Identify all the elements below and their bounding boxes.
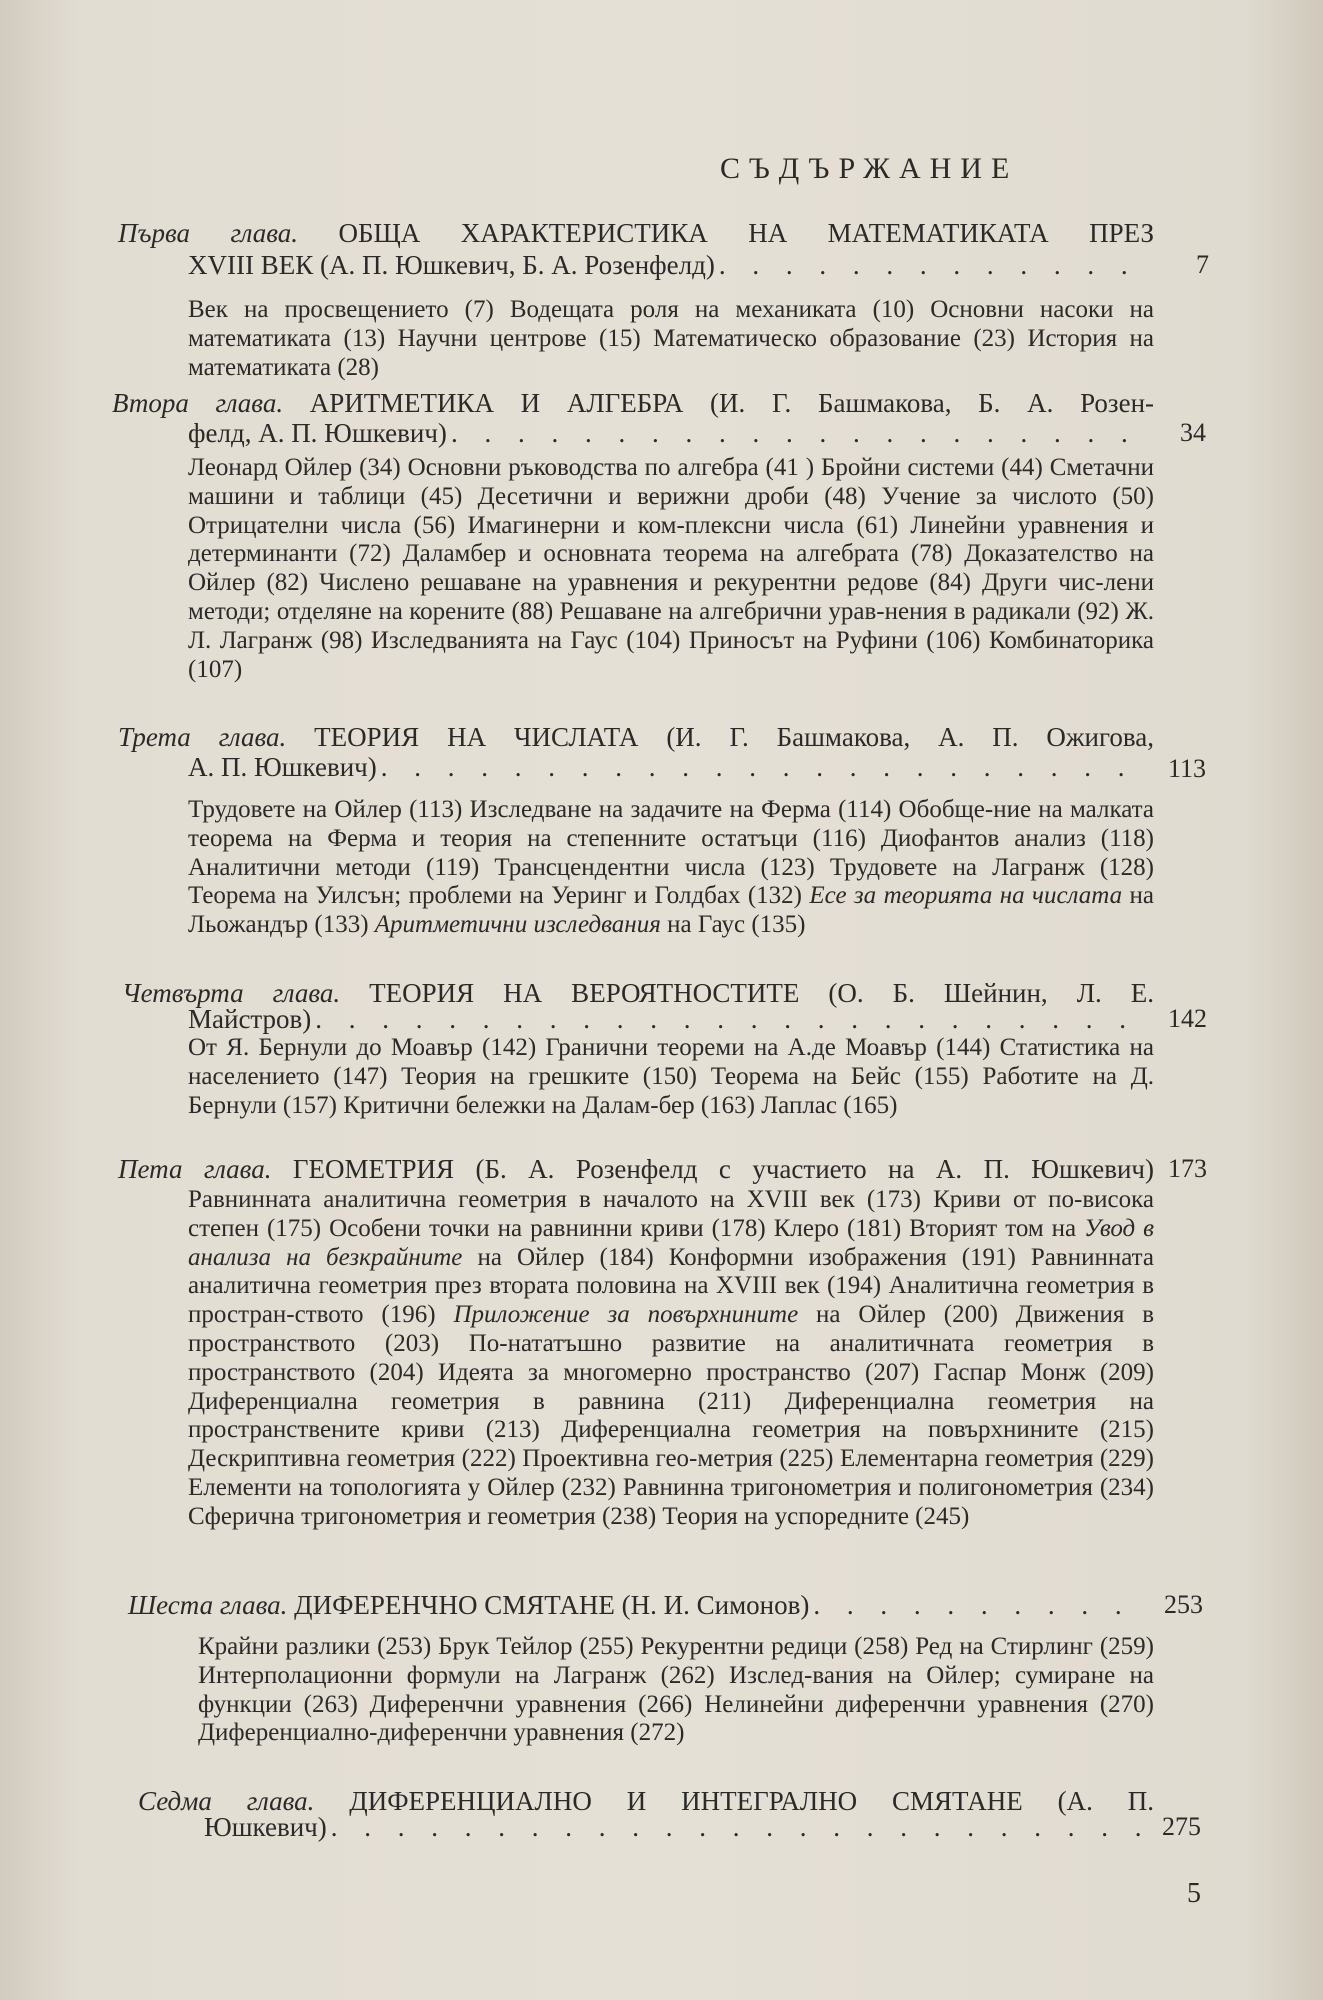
sections-text: на Ойлер (200) Движения в пространството (203) По-нататъшно развитие на аналитичната геометрия в пространството (204) Идеята за многомерно пространство (207) Гаспар Монж (209) Диференциална геометрия в равнина (211) Диференциална геометрия на пространствените криви (213) Диференциална геометрия на повърхнините (215) Дескриптивна геометрия (222) Проективна гео-метрия (225) Елементарна геометрия (229) Елементи на топологията у Ойлер (232) Равнинна тригонометрия и полигонометрия (234) Сферична тригонометрия и геометрия (238) Теория на успоредните (245) xyxy=(188,1301,1155,1530)
chapter-title-line xyxy=(118,1154,1154,1184)
leader-dots xyxy=(315,1004,1150,1034)
chapter-title-line xyxy=(112,388,1154,418)
chapter-title-line xyxy=(118,722,1154,752)
chapter-title-cont: Майстров) xyxy=(188,1004,312,1034)
chapter-label: Първа глава. xyxy=(118,218,299,248)
chapter-title-wrap xyxy=(128,1590,809,1620)
book-title: Аритметични изследвания xyxy=(374,911,661,939)
leader-dots xyxy=(813,1590,1150,1620)
page-number: 173 xyxy=(1168,1154,1207,1183)
chapter-label: Шеста глава. xyxy=(128,1590,288,1620)
leader-dots xyxy=(719,250,1150,280)
chapter-title-cont: XVIII ВЕК (А. П. Юшкевич, Б. А. Розенфелд) xyxy=(188,250,715,280)
chapter-title-line-2 xyxy=(188,250,1154,280)
leader-dots xyxy=(331,1812,1150,1842)
page-number: 34 xyxy=(1180,418,1206,447)
folio-page-number: 5 xyxy=(1187,1878,1201,1909)
chapter-sections: Век на просвещението (7) Водещата роля на механиката (10) Основни насоки на математиката (13) Научни центрове (15) Математическо образование (23) История на математиката (28) xyxy=(188,296,1154,381)
sections-text: на Льожандър (133) xyxy=(188,882,1155,939)
book-title: Увод в анализа на безкрайните xyxy=(188,1214,1155,1271)
chapter-title-line-2 xyxy=(188,418,1154,448)
book-title: Приложение за повърхнините xyxy=(453,1301,799,1329)
sections-text: на Гаус (135) xyxy=(667,911,806,939)
page-number: 275 xyxy=(1162,1812,1201,1841)
leader-dots xyxy=(381,752,1150,782)
chapter-label: Трета глава. xyxy=(118,722,287,752)
leader-dots xyxy=(451,418,1150,448)
chapter-title-line-2 xyxy=(188,1004,1154,1034)
chapter-title-cont: А. П. Юшкевич) xyxy=(188,752,377,782)
chapter-title-cont: Юшкевич) xyxy=(204,1812,327,1842)
page-number: 7 xyxy=(1196,250,1209,279)
chapter-title: ДИФЕРЕНЧНО СМЯТАНЕ (Н. И. Симонов) xyxy=(294,1590,810,1620)
chapter-title-line-2 xyxy=(204,1812,1154,1842)
page-number: 253 xyxy=(1164,1590,1203,1619)
book-title: Есе за теорията на числата xyxy=(809,882,1123,910)
chapter-title-line xyxy=(128,1590,1154,1620)
page-number: 142 xyxy=(1168,1004,1207,1033)
chapter-title-line xyxy=(118,218,1154,248)
chapter-sections: Крайни разлики (253) Брук Тейлор (255) Рекурентни редици (258) Ред на Стирлинг (259) Интерполационни формули на Лагранж (262) Изслед-вания на Ойлер; сумиране на функции (263) Диференчни уравнения (266) Нелинейни диференчни уравнения (270) Диференциално-диференчни уравнения (272) xyxy=(198,1633,1154,1747)
chapter-label: Четвърта глава. xyxy=(122,978,341,1008)
chapter-sections: Леонард Ойлер (34) Основни ръководства по алгебра (41 ) Бройни системи (44) Сметачни машини и таблици (45) Десетични и верижни дроби (48) Учение за числото (50) Отрицателни числа (56) Имагинерни и ком-плексни числа (61) Линейни уравнения и детерминанти (72) Даламбер и основната теорема на алгебрата (78) Доказателство на Ойлер (82) Числено решаване на уравнения и рекурентни редове (84) Други чис-лени методи; отделяне на корените (88) Решаване на алгебрични урав-нения в радикали (92) Ж. Л. Лагранж (98) Изследванията на Гаус (104) Приносът на Руфини (106) Комбинаторика (107) xyxy=(188,454,1154,683)
sections-text: Равнинната аналитична геометрия в началото на XVIII век (173) Криви от по-висока степен (175) Особени точки на равнинни криви (178) Клеро (181) Вторият том на xyxy=(188,1186,1154,1242)
chapter-title-line-2 xyxy=(188,752,1154,782)
chapter-title: ДИФЕРЕНЦИАЛНО И ИНТЕГРАЛНО СМЯТАНЕ (А. П. xyxy=(349,1786,1155,1816)
chapter-sections: От Я. Бернули до Моавър (142) Гранични теореми на А.де Моавър (144) Статистика на населението (147) Теория на грешките (150) Теорема на Бейс (155) Работите на Д. Бернули (157) Критични бележки на Далам-бер (163) Лаплас (165) xyxy=(188,1034,1154,1119)
chapter-label: Пета глава. xyxy=(118,1154,272,1184)
chapter-sections xyxy=(188,1186,1154,1532)
chapter-title: ТЕОРИЯ НА ЧИСЛАТА (И. Г. Башмакова, А. П. Ожигова, xyxy=(314,722,1154,752)
sections-text: на Ойлер (184) Конформни изображения (191) Равнинната аналитична геометрия през втората половина на XVIII век (194) Аналитична геометрия в простран-ството (196) xyxy=(188,1243,1154,1329)
page-number: 113 xyxy=(1168,754,1207,783)
chapter-title-cont: фелд, А. П. Юшкевич) xyxy=(188,418,447,448)
contents-heading: СЪДЪРЖАНИЕ xyxy=(720,152,1019,185)
chapter-title: ОБЩА ХАРАКТЕРИСТИКА НА МАТЕМАТИКАТА ПРЕЗ xyxy=(338,218,1154,248)
chapter-label: Втора глава. xyxy=(112,388,284,418)
chapter-sections xyxy=(188,796,1154,940)
sections-text: Трудовете на Ойлер (113) Изследване на задачите на Ферма (114) Обобще-ние на малката теорема на Ферма и теория на степенните остатъци (116) Диофантов анализ (118) Аналитични методи (119) Трансцендентни числа (123) Трудовете на Лагранж (128) Теорема на Уилсън; проблеми на Уеринг и Голдбах (132) xyxy=(188,796,1154,910)
chapter-title: ТЕОРИЯ НА ВЕРОЯТНОСТИТЕ (О. Б. Шейнин, Л. Е. xyxy=(369,978,1155,1008)
chapter-label: Седма глава. xyxy=(138,1786,315,1816)
chapter-title: ГЕОМЕТРИЯ (Б. А. Розенфелд с участието на А. П. Юшкевич) xyxy=(292,1154,1155,1184)
chapter-title: АРИТМЕТИКА И АЛГЕБРА (И. Г. Башмакова, Б. А. Розен- xyxy=(309,388,1155,418)
